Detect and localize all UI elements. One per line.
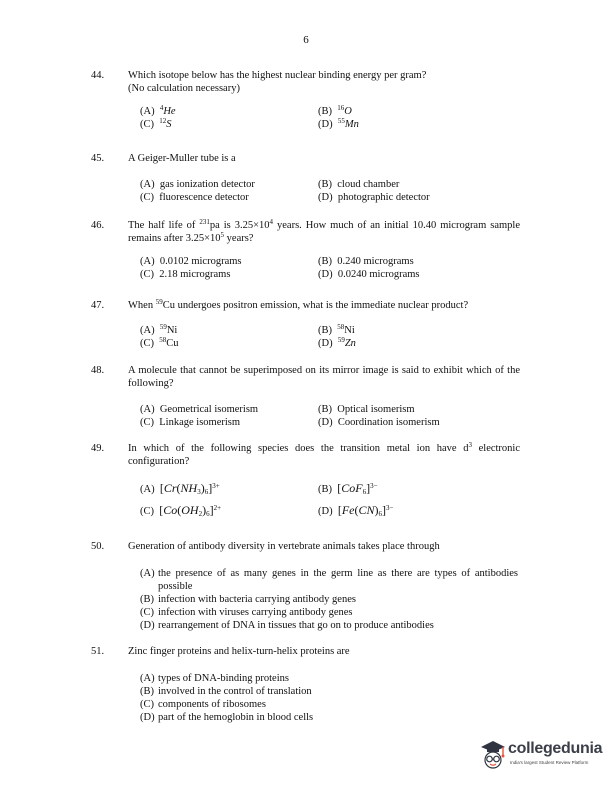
- question-number: 44.: [91, 70, 105, 81]
- option-a[interactable]: (A) the presence of as many genes in the germ line as there are types of antibodies possible: [140, 568, 518, 592]
- question-number: 46.: [91, 220, 105, 231]
- question-51: [91, 645, 531, 724]
- option-c[interactable]: (C) fluorescence detector: [140, 191, 249, 203]
- option-a[interactable]: (A) gas ionization detector: [140, 179, 255, 190]
- option-b[interactable]: (B) cloud chamber: [318, 179, 400, 190]
- option-a[interactable]: (A) types of DNA-binding proteins: [140, 673, 289, 684]
- question-text: Zinc finger proteins and helix-turn-helix proteins are: [128, 646, 350, 657]
- option-c[interactable]: (C) infection with viruses carrying antibody genes: [140, 607, 353, 618]
- option-d[interactable]: (D) photographic detector: [318, 191, 430, 203]
- option-d[interactable]: (D) $^{59}$Zn: [318, 335, 356, 349]
- question-47: [91, 299, 531, 349]
- option-b[interactable]: (B) $^{16}$O: [318, 104, 352, 117]
- question-48: [91, 364, 531, 428]
- option-c[interactable]: (C) components of ribosomes: [140, 699, 266, 710]
- options: [140, 255, 531, 280]
- option-d[interactable]: (D) $^{55}$Mn: [318, 116, 359, 130]
- option-b[interactable]: (B) infection with bacteria carrying antibody genes: [140, 594, 356, 605]
- question-50: [91, 540, 531, 632]
- option-a[interactable]: (A) 0.0102 micrograms: [140, 256, 242, 267]
- question-44: [91, 69, 531, 130]
- question-number: 45.: [91, 153, 105, 164]
- question-46: [91, 219, 531, 280]
- option-d[interactable]: (D) 0.0240 micrograms: [318, 268, 420, 280]
- option-b[interactable]: (B) Optical isomerism: [318, 404, 415, 415]
- options: [140, 482, 531, 526]
- page-number: 6: [303, 34, 309, 46]
- option-a[interactable]: (A) $[Cr(NH_3)_6]^{3+}$: [140, 481, 220, 496]
- logo-wordmark: collegedunia: [508, 740, 603, 757]
- option-b[interactable]: (B) involved in the control of translation: [140, 686, 312, 697]
- options: [140, 178, 531, 203]
- option-a[interactable]: (A) $^4$He: [140, 104, 176, 117]
- question-number: 48.: [91, 365, 105, 376]
- option-b[interactable]: (B) $[CoF_6]^{3-}$: [318, 481, 378, 496]
- option-c[interactable]: (C) $[Co(OH_2)_6]^{2+}$: [140, 503, 222, 518]
- question-45: [91, 152, 531, 203]
- question-text: Generation of antibody diversity in vertebrate animals takes place through: [128, 541, 440, 552]
- option-c[interactable]: (C) 2.18 micrograms: [140, 268, 231, 280]
- question-number: 49.: [91, 443, 105, 454]
- option-d[interactable]: (D) rearrangement of DNA in tissues that go on to produce antibodies: [140, 620, 434, 631]
- options: [140, 324, 531, 349]
- option-c[interactable]: (C) Linkage isomerism: [140, 416, 241, 428]
- option-b[interactable]: (B) $^{58}$Ni: [318, 323, 355, 336]
- option-c[interactable]: (C) $^{58}$Cu: [140, 335, 179, 349]
- options: [140, 567, 531, 632]
- graduate-mascot-icon: [477, 738, 509, 774]
- options: [140, 672, 531, 724]
- logo-tagline: India's largest Student Review Platform: [510, 760, 589, 765]
- question-number: 47.: [91, 300, 105, 311]
- option-d[interactable]: (D) $[Fe(CN)_6]^{3-}$: [318, 503, 394, 518]
- option-d[interactable]: (D) part of the hemoglobin in blood cells: [140, 712, 314, 723]
- question-text: When $^{59}$Cu undergoes positron emission, what is the immediate nuclear product?: [128, 298, 469, 311]
- options: [140, 403, 531, 428]
- question-number: 51.: [91, 646, 105, 657]
- question-text: In which of the following species does the transition metal ion have $d^3$ electronic configuration?: [128, 441, 521, 467]
- question-number: 50.: [91, 541, 105, 552]
- option-a[interactable]: (A) $^{59}$Ni: [140, 323, 178, 336]
- option-a[interactable]: (A) Geometrical isomerism: [140, 404, 259, 415]
- option-b[interactable]: (B) 0.240 micrograms: [318, 256, 414, 267]
- question-text: Which isotope below has the highest nuclear binding energy per gram? (No calculation necessary): [128, 70, 427, 94]
- question-text: A Geiger-Muller tube is a: [128, 153, 236, 164]
- question-text: A molecule that cannot be superimposed on its mirror image is said to exhibit which of the following?: [128, 365, 520, 389]
- question-49: [91, 442, 531, 526]
- option-d[interactable]: (D) Coordination isomerism: [318, 416, 440, 428]
- collegedunia-logo[interactable]: [477, 738, 602, 778]
- option-c[interactable]: (C) $^{12}$S: [140, 116, 172, 130]
- options: [140, 105, 531, 130]
- question-text: The half life of $^{231}$pa is $3.25\times 10^4$ years. How much of an initial 10.40 microgram sample remains after $3.25\times 10^5$ years?: [128, 218, 520, 244]
